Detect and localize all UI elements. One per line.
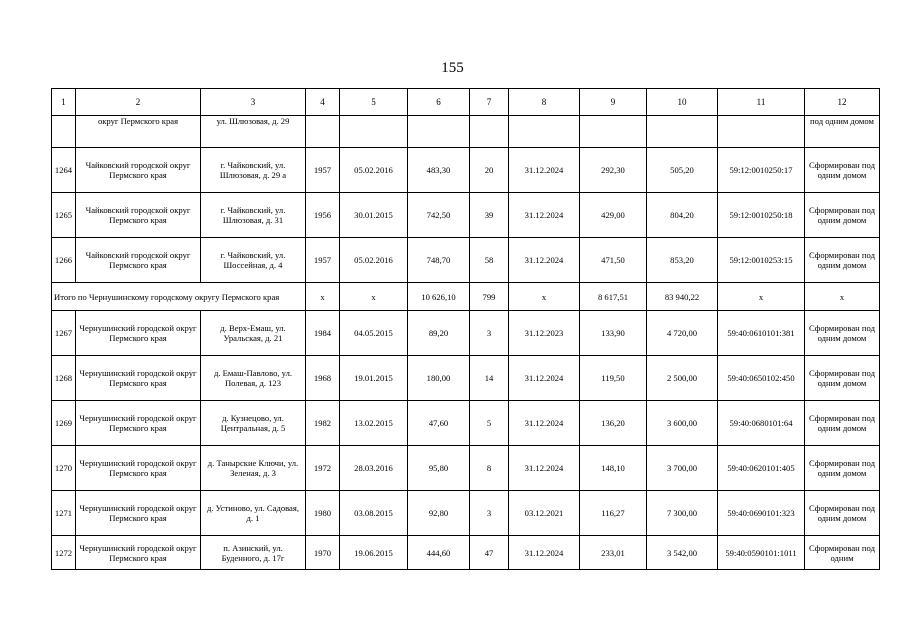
table-row xyxy=(52,311,880,356)
area-cell: 742,50 xyxy=(408,193,470,238)
cost-cell xyxy=(647,116,718,148)
deadline-cell: 31.12.2024 xyxy=(509,193,580,238)
date-cell: 19.01.2015 xyxy=(340,356,408,401)
continuation-row xyxy=(52,116,880,148)
column-number-header: 1 xyxy=(52,89,76,116)
date-cell: 19.06.2015 xyxy=(340,536,408,570)
year-cell: 1970 xyxy=(306,536,340,570)
municipality-cell: Чернушинский городской округ Пермского края xyxy=(76,311,201,356)
column-number-header: 9 xyxy=(580,89,647,116)
total-value-cell: 799 xyxy=(470,283,509,311)
total-row xyxy=(52,283,880,311)
area-cell: 444,60 xyxy=(408,536,470,570)
status-cell: Сформирован под одним домом xyxy=(805,148,880,193)
municipality-cell: Чернушинский городской округ Пермского края xyxy=(76,356,201,401)
status-cell: Сформирован под одним домом xyxy=(805,311,880,356)
column-number-header: 12 xyxy=(805,89,880,116)
cost-cell: 3 600,00 xyxy=(647,401,718,446)
address-cell: д. Верх-Емаш, ул. Уральская, д. 21 xyxy=(201,311,306,356)
address-cell: г. Чайковский, ул. Шоссейная, д. 4 xyxy=(201,238,306,283)
year-cell: 1956 xyxy=(306,193,340,238)
residents-cell: 39 xyxy=(470,193,509,238)
column-number-header: 10 xyxy=(647,89,718,116)
date-cell: 28.03.2016 xyxy=(340,446,408,491)
deadline-cell xyxy=(509,116,580,148)
municipality-cell: Чайковский городской округ Пермского края xyxy=(76,148,201,193)
column-number-header: 5 xyxy=(340,89,408,116)
residents-cell: 58 xyxy=(470,238,509,283)
area-cell xyxy=(408,116,470,148)
municipality-cell: Чернушинский городской округ Пермского края xyxy=(76,401,201,446)
row-number-cell: 1264 xyxy=(52,148,76,193)
cost-cell: 7 300,00 xyxy=(647,491,718,536)
area-cell: 180,00 xyxy=(408,356,470,401)
deadline-cell: 31.12.2024 xyxy=(509,446,580,491)
column-number-header: 11 xyxy=(718,89,805,116)
total-value-cell: x xyxy=(306,283,340,311)
cadastral-cell: 59:12:0010250:18 xyxy=(718,193,805,238)
residents-cell: 5 xyxy=(470,401,509,446)
total-value-cell: 83 940,22 xyxy=(647,283,718,311)
address-cell: г. Чайковский, ул. Шлюзовая, д. 29 а xyxy=(201,148,306,193)
status-cell: Сформирован под одним домом xyxy=(805,446,880,491)
address-cell: ул. Шлюзовая, д. 29 xyxy=(201,116,306,148)
area-cell: 89,20 xyxy=(408,311,470,356)
living-area-cell: 233,01 xyxy=(580,536,647,570)
year-cell: 1957 xyxy=(306,238,340,283)
residents-cell xyxy=(470,116,509,148)
municipality-cell: Чернушинский городской округ Пермского края xyxy=(76,536,201,570)
cost-cell: 505,20 xyxy=(647,148,718,193)
status-cell: Сформирован под одним xyxy=(805,536,880,570)
total-value-cell: x xyxy=(805,283,880,311)
table-row xyxy=(52,491,880,536)
municipality-cell: Чернушинский городской округ Пермского края xyxy=(76,446,201,491)
column-number-header: 7 xyxy=(470,89,509,116)
cadastral-cell: 59:40:0610101:381 xyxy=(718,311,805,356)
living-area-cell: 429,00 xyxy=(580,193,647,238)
address-cell: д. Устиново, ул. Садовая, д. 1 xyxy=(201,491,306,536)
date-cell xyxy=(340,116,408,148)
cadastral-cell: 59:40:0620101:405 xyxy=(718,446,805,491)
date-cell: 03.08.2015 xyxy=(340,491,408,536)
status-cell: Сформирован под одним домом xyxy=(805,401,880,446)
housing-registry-table xyxy=(51,88,880,570)
cadastral-cell: 59:40:0690101:323 xyxy=(718,491,805,536)
municipality-cell: Чернушинский городской округ Пермского края xyxy=(76,491,201,536)
cost-cell: 3 542,00 xyxy=(647,536,718,570)
column-number-header: 2 xyxy=(76,89,201,116)
row-number-cell: 1271 xyxy=(52,491,76,536)
table-row xyxy=(52,401,880,446)
year-cell: 1968 xyxy=(306,356,340,401)
address-cell: д. Емаш-Павлово, ул. Полевая, д. 123 xyxy=(201,356,306,401)
area-cell: 483,30 xyxy=(408,148,470,193)
deadline-cell: 31.12.2024 xyxy=(509,148,580,193)
status-cell: Сформирован под одним домом xyxy=(805,238,880,283)
living-area-cell: 133,90 xyxy=(580,311,647,356)
deadline-cell: 31.12.2024 xyxy=(509,238,580,283)
column-number-header: 3 xyxy=(201,89,306,116)
page-number: 155 xyxy=(441,60,464,76)
cost-cell: 853,20 xyxy=(647,238,718,283)
row-number-cell: 1269 xyxy=(52,401,76,446)
column-number-header-row xyxy=(52,89,880,116)
table-row xyxy=(52,536,880,570)
deadline-cell: 31.12.2024 xyxy=(509,356,580,401)
status-cell: под одним домом xyxy=(805,116,880,148)
municipality-cell: Чайковский городской округ Пермского края xyxy=(76,238,201,283)
year-cell: 1982 xyxy=(306,401,340,446)
table-row xyxy=(52,446,880,491)
residents-cell: 3 xyxy=(470,311,509,356)
address-cell: д. Кузнецово, ул. Центральная, д. 5 xyxy=(201,401,306,446)
total-value-cell: x xyxy=(509,283,580,311)
living-area-cell: 292,30 xyxy=(580,148,647,193)
deadline-cell: 31.12.2024 xyxy=(509,536,580,570)
status-cell: Сформирован под одним домом xyxy=(805,356,880,401)
table-row xyxy=(52,238,880,283)
area-cell: 92,80 xyxy=(408,491,470,536)
total-value-cell: 8 617,51 xyxy=(580,283,647,311)
status-cell: Сформирован под одним домом xyxy=(805,491,880,536)
table-row xyxy=(52,148,880,193)
address-cell: г. Чайковский, ул. Шлюзовая, д. 31 xyxy=(201,193,306,238)
cadastral-cell xyxy=(718,116,805,148)
cadastral-cell: 59:40:0650102:450 xyxy=(718,356,805,401)
year-cell xyxy=(306,116,340,148)
living-area-cell: 119,50 xyxy=(580,356,647,401)
row-number-cell: 1270 xyxy=(52,446,76,491)
residents-cell: 3 xyxy=(470,491,509,536)
area-cell: 748,70 xyxy=(408,238,470,283)
row-number-cell: 1266 xyxy=(52,238,76,283)
deadline-cell: 03.12.2021 xyxy=(509,491,580,536)
cost-cell: 2 500,00 xyxy=(647,356,718,401)
year-cell: 1972 xyxy=(306,446,340,491)
address-cell: д. Танырские Ключи, ул. Зеленая, д. 3 xyxy=(201,446,306,491)
living-area-cell: 471,50 xyxy=(580,238,647,283)
living-area-cell: 136,20 xyxy=(580,401,647,446)
deadline-cell: 31.12.2023 xyxy=(509,311,580,356)
table-row xyxy=(52,193,880,238)
row-number-cell: 1272 xyxy=(52,536,76,570)
municipality-cell: округ Пермского края xyxy=(76,116,201,148)
year-cell: 1984 xyxy=(306,311,340,356)
total-label: Итого по Чернушинскому городскому округу Пермского края xyxy=(52,283,306,311)
cost-cell: 4 720,00 xyxy=(647,311,718,356)
cadastral-cell: 59:40:0680101:64 xyxy=(718,401,805,446)
deadline-cell: 31.12.2024 xyxy=(509,401,580,446)
column-number-header: 4 xyxy=(306,89,340,116)
date-cell: 13.02.2015 xyxy=(340,401,408,446)
status-cell: Сформирован под одним домом xyxy=(805,193,880,238)
table-row xyxy=(52,356,880,401)
row-number-cell xyxy=(52,116,76,148)
cost-cell: 3 700,00 xyxy=(647,446,718,491)
residents-cell: 8 xyxy=(470,446,509,491)
total-value-cell: x xyxy=(718,283,805,311)
cadastral-cell: 59:12:0010250:17 xyxy=(718,148,805,193)
cadastral-cell: 59:12:0010253:15 xyxy=(718,238,805,283)
total-value-cell: 10 626,10 xyxy=(408,283,470,311)
date-cell: 05.02.2016 xyxy=(340,148,408,193)
date-cell: 30.01.2015 xyxy=(340,193,408,238)
date-cell: 05.02.2016 xyxy=(340,238,408,283)
total-value-cell: x xyxy=(340,283,408,311)
cadastral-cell: 59:40:0590101:1011 xyxy=(718,536,805,570)
municipality-cell: Чайковский городской округ Пермского края xyxy=(76,193,201,238)
cost-cell: 804,20 xyxy=(647,193,718,238)
residents-cell: 47 xyxy=(470,536,509,570)
column-number-header: 8 xyxy=(509,89,580,116)
residents-cell: 20 xyxy=(470,148,509,193)
address-cell: п. Азинский, ул. Буденного, д. 17г xyxy=(201,536,306,570)
area-cell: 47,60 xyxy=(408,401,470,446)
date-cell: 04.05.2015 xyxy=(340,311,408,356)
year-cell: 1980 xyxy=(306,491,340,536)
residents-cell: 14 xyxy=(470,356,509,401)
column-number-header: 6 xyxy=(408,89,470,116)
area-cell: 95,80 xyxy=(408,446,470,491)
living-area-cell: 148,10 xyxy=(580,446,647,491)
year-cell: 1957 xyxy=(306,148,340,193)
row-number-cell: 1265 xyxy=(52,193,76,238)
row-number-cell: 1267 xyxy=(52,311,76,356)
living-area-cell xyxy=(580,116,647,148)
row-number-cell: 1268 xyxy=(52,356,76,401)
living-area-cell: 116,27 xyxy=(580,491,647,536)
